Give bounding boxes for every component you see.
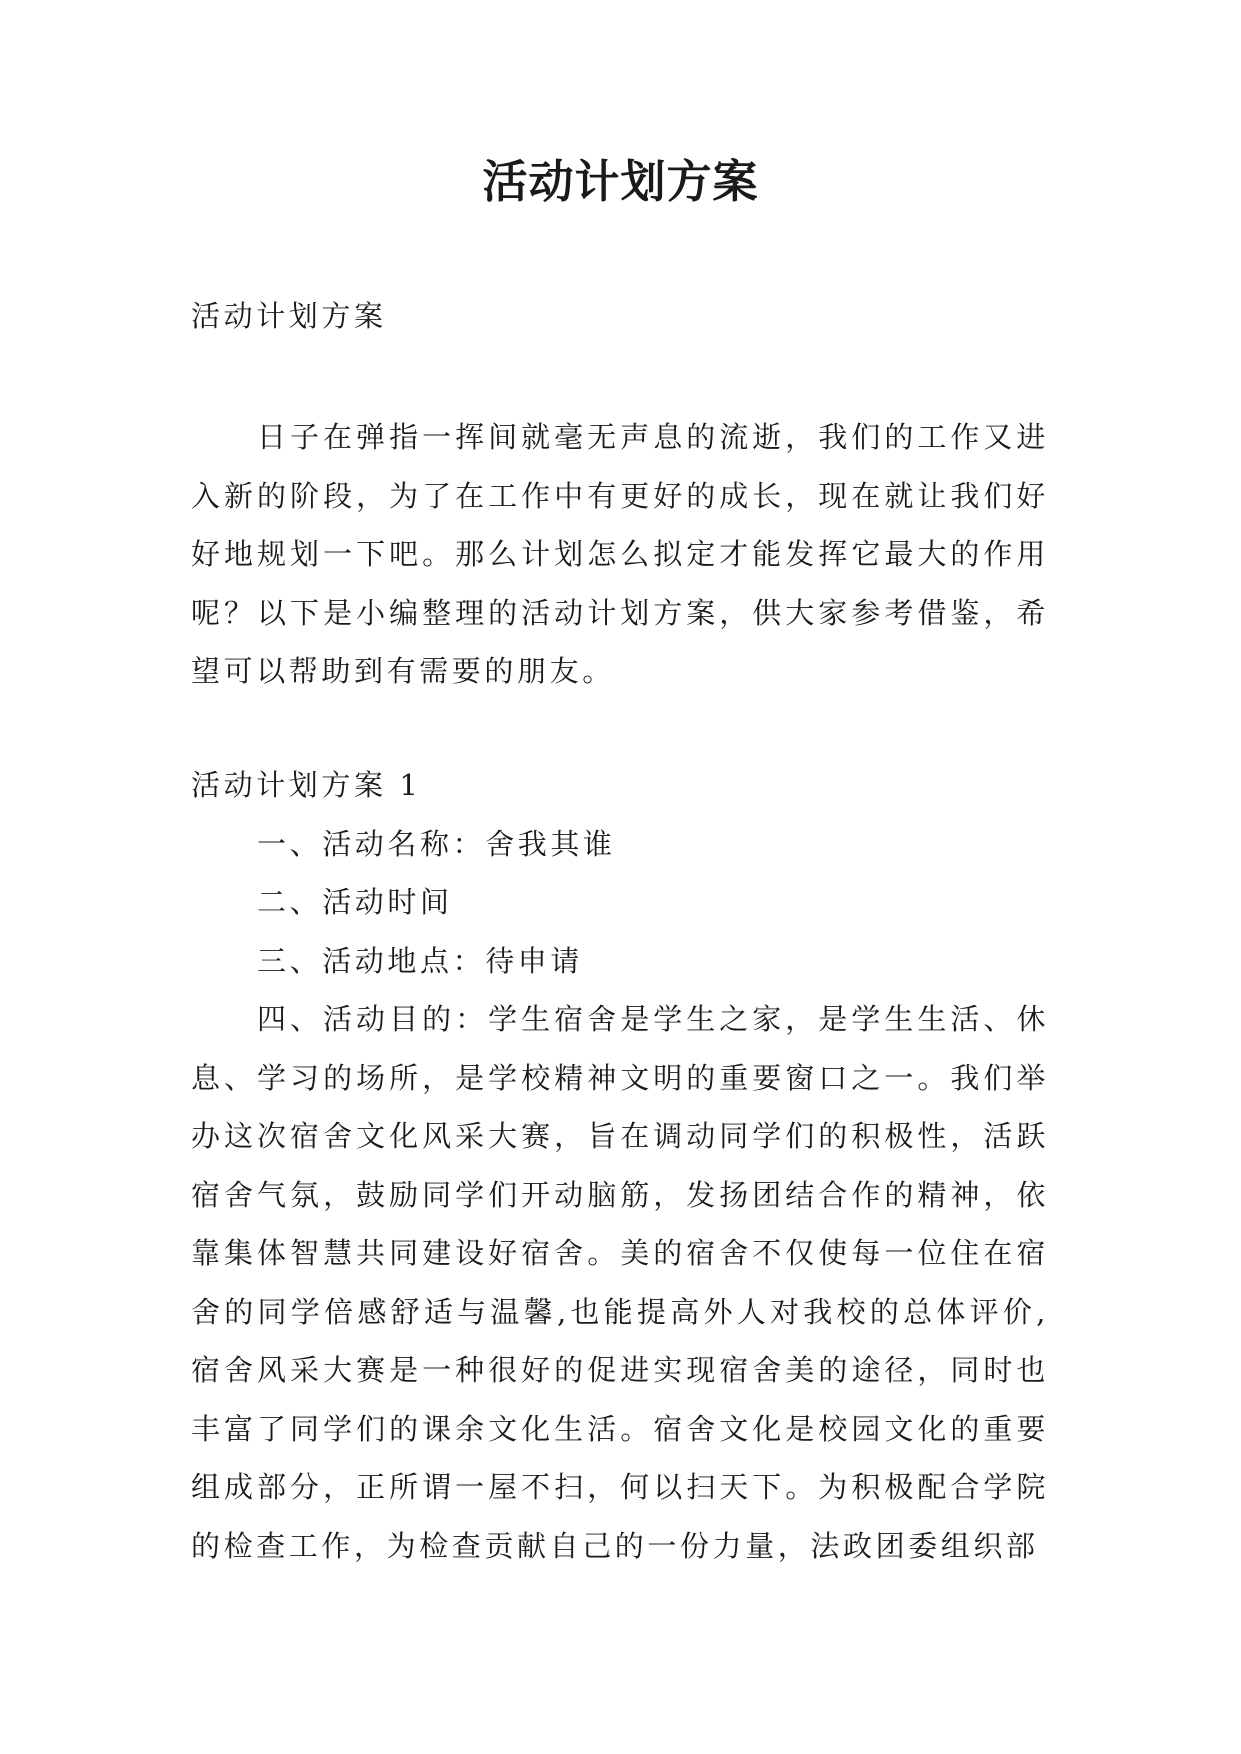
document-subtitle: 活动计划方案 xyxy=(191,299,387,333)
section-1-item-location: 三、活动地点：待申请 xyxy=(257,943,584,978)
section-1-item-time: 二、活动时间 xyxy=(257,885,453,919)
section-1 xyxy=(191,756,1049,1575)
section-1-item-name: 一、活动名称：舍我其谁 xyxy=(257,826,616,861)
section-1-heading: 活动计划方案 1 xyxy=(191,768,422,802)
document-title: 活动计划方案 xyxy=(482,155,759,208)
section-1-item-purpose: 四、活动目的：学生宿舍是学生之家，是学生生活、休息、学习的场所，是学校精神文明的重要窗口之一。我们举办这次宿舍文化风采大赛，旨在调动同学们的积极性，活跃宿舍气氛，鼓励同学们开动脑筋，发扬团结合作的精神，依靠集体智慧共同建设好宿舍。美的宿舍不仅使每一位住在宿舍的同学倍感舒适与温馨,也能提高外人对我校的总体评价,宿舍风采大赛是一种很好的促进实现宿舍美的途径，同时也丰富了同学们的课余文化生活。宿舍文化是校园文化的重要组成部分，正所谓一屋不扫，何以扫天下。为积极配合学院的检查工作，为检查贡献自己的一份力量，法政团委组织部 xyxy=(191,1002,1049,1563)
intro-paragraph: 日子在弹指一挥间就毫无声息的流逝，我们的工作又进入新的阶段，为了在工作中有更好的成长，现在就让我们好好地规划一下吧。那么计划怎么拟定才能发挥它最大的作用呢？以下是小编整理的活动计划方案，供大家参考借鉴，希望可以帮助到有需要的朋友。 xyxy=(191,420,1049,688)
